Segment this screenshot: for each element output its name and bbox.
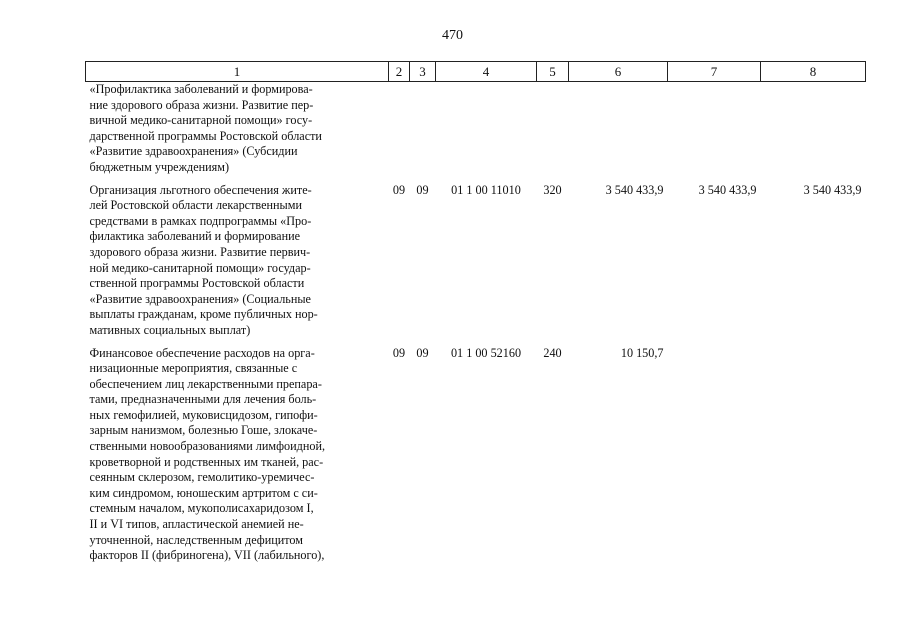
expense-type-code: [537, 82, 569, 176]
description-line: сеянным склерозом, гемолитико-уремичес-: [89, 470, 315, 485]
expense-type-code: 240: [543, 345, 562, 360]
table-row: [86, 176, 866, 339]
row-description: [86, 82, 389, 176]
description-line: здорового образа жизни. Развитие первич-: [89, 244, 311, 259]
amount-year-2: 3 540 433,9: [698, 182, 757, 197]
amount-year-2: [668, 82, 761, 176]
description-line: обеспечением лиц лекарственными препара-: [89, 376, 322, 391]
description-line: стемным началом, мукополисахаридозом I,: [89, 501, 314, 516]
description-line: «Развитие здравоохранения» (Субсидии: [89, 144, 298, 159]
description-line: низационные мероприятия, связанные с: [89, 361, 298, 376]
description-line: «Развитие здравоохранения» (Социальные: [89, 291, 311, 306]
description-line: филактика заболеваний и формирование: [89, 229, 301, 244]
description-line: выплаты гражданам, кроме публичных нор-: [89, 307, 318, 322]
table-row: [86, 82, 866, 176]
section-code: 09: [392, 182, 406, 197]
header-col-5: 5: [537, 62, 569, 82]
section-code: [389, 82, 410, 176]
subsection-code: [410, 82, 436, 176]
amount-year-3: [761, 82, 866, 176]
section-code: 09: [392, 345, 406, 360]
description-line: Финансовое обеспечение расходов на орга-: [89, 345, 315, 360]
description-line: уточненной, наследственным дефицитом: [89, 532, 304, 547]
amount-year-1: 3 540 433,9: [605, 182, 664, 197]
subsection-code: 09: [416, 182, 429, 197]
description-line: ственными новообразованиями лимфоидной,: [89, 439, 326, 454]
header-col-4: 4: [436, 62, 537, 82]
target-article-code: 01 1 00 11010: [451, 182, 521, 197]
description-line: ной медико-санитарной помощи» государ-: [89, 260, 311, 275]
table-row: [86, 339, 866, 564]
amount-year-1: 10 150,7: [620, 345, 664, 360]
header-col-1: 1: [86, 62, 389, 82]
description-line: бюджетным учреждениям): [89, 159, 230, 174]
amount-year-1: [569, 82, 668, 176]
page-number: 470: [442, 28, 463, 43]
header-col-8: 8: [761, 62, 866, 82]
header-col-2: 2: [389, 62, 410, 82]
budget-table: [85, 61, 866, 564]
description-line: зарным нанизмом, болезнью Гоше, злокаче-: [89, 423, 318, 438]
description-line: ственной программы Ростовской области: [89, 276, 305, 291]
description-line: ных гемофилией, муковисцидозом, гипофи-: [89, 407, 318, 422]
header-col-3: 3: [410, 62, 436, 82]
amount-year-3: 3 540 433,9: [803, 182, 862, 197]
description-line: «Профилактика заболеваний и формирова-: [89, 82, 313, 96]
target-article-code: 01 1 00 52160: [450, 345, 522, 360]
description-line: лей Ростовской области лекарственными: [89, 198, 302, 213]
description-line: дарственной программы Ростовской области: [89, 128, 322, 143]
target-article-code: [436, 82, 537, 176]
description-line: факторов II (фибриногена), VII (лабильного),: [89, 548, 325, 563]
description-line: мативных социальных выплат): [89, 322, 251, 337]
row-description: [86, 176, 389, 339]
subsection-code: 09: [416, 345, 429, 360]
expense-type-code: 320: [543, 182, 562, 197]
amount-year-3: [761, 339, 866, 564]
amount-year-2: [668, 339, 761, 564]
header-col-7: 7: [668, 62, 761, 82]
description-line: ние здорового образа жизни. Развитие пер-: [89, 97, 314, 112]
description-line: Организация льготного обеспечения жите-: [89, 182, 312, 197]
description-line: II и VI типов, апластической анемией не-: [89, 517, 304, 532]
description-line: вичной медико-санитарной помощи» госу-: [89, 113, 313, 128]
table-header-row: [86, 62, 866, 82]
description-line: кроветворной и родственных им тканей, рас-: [89, 454, 324, 469]
header-col-6: 6: [569, 62, 668, 82]
description-line: средствами в рамках подпрограммы «Про-: [89, 213, 312, 228]
description-line: тами, предназначенными для лечения боль-: [89, 392, 317, 407]
row-description: [86, 339, 389, 564]
description-line: ким синдромом, юношеским артритом с си-: [89, 485, 318, 500]
